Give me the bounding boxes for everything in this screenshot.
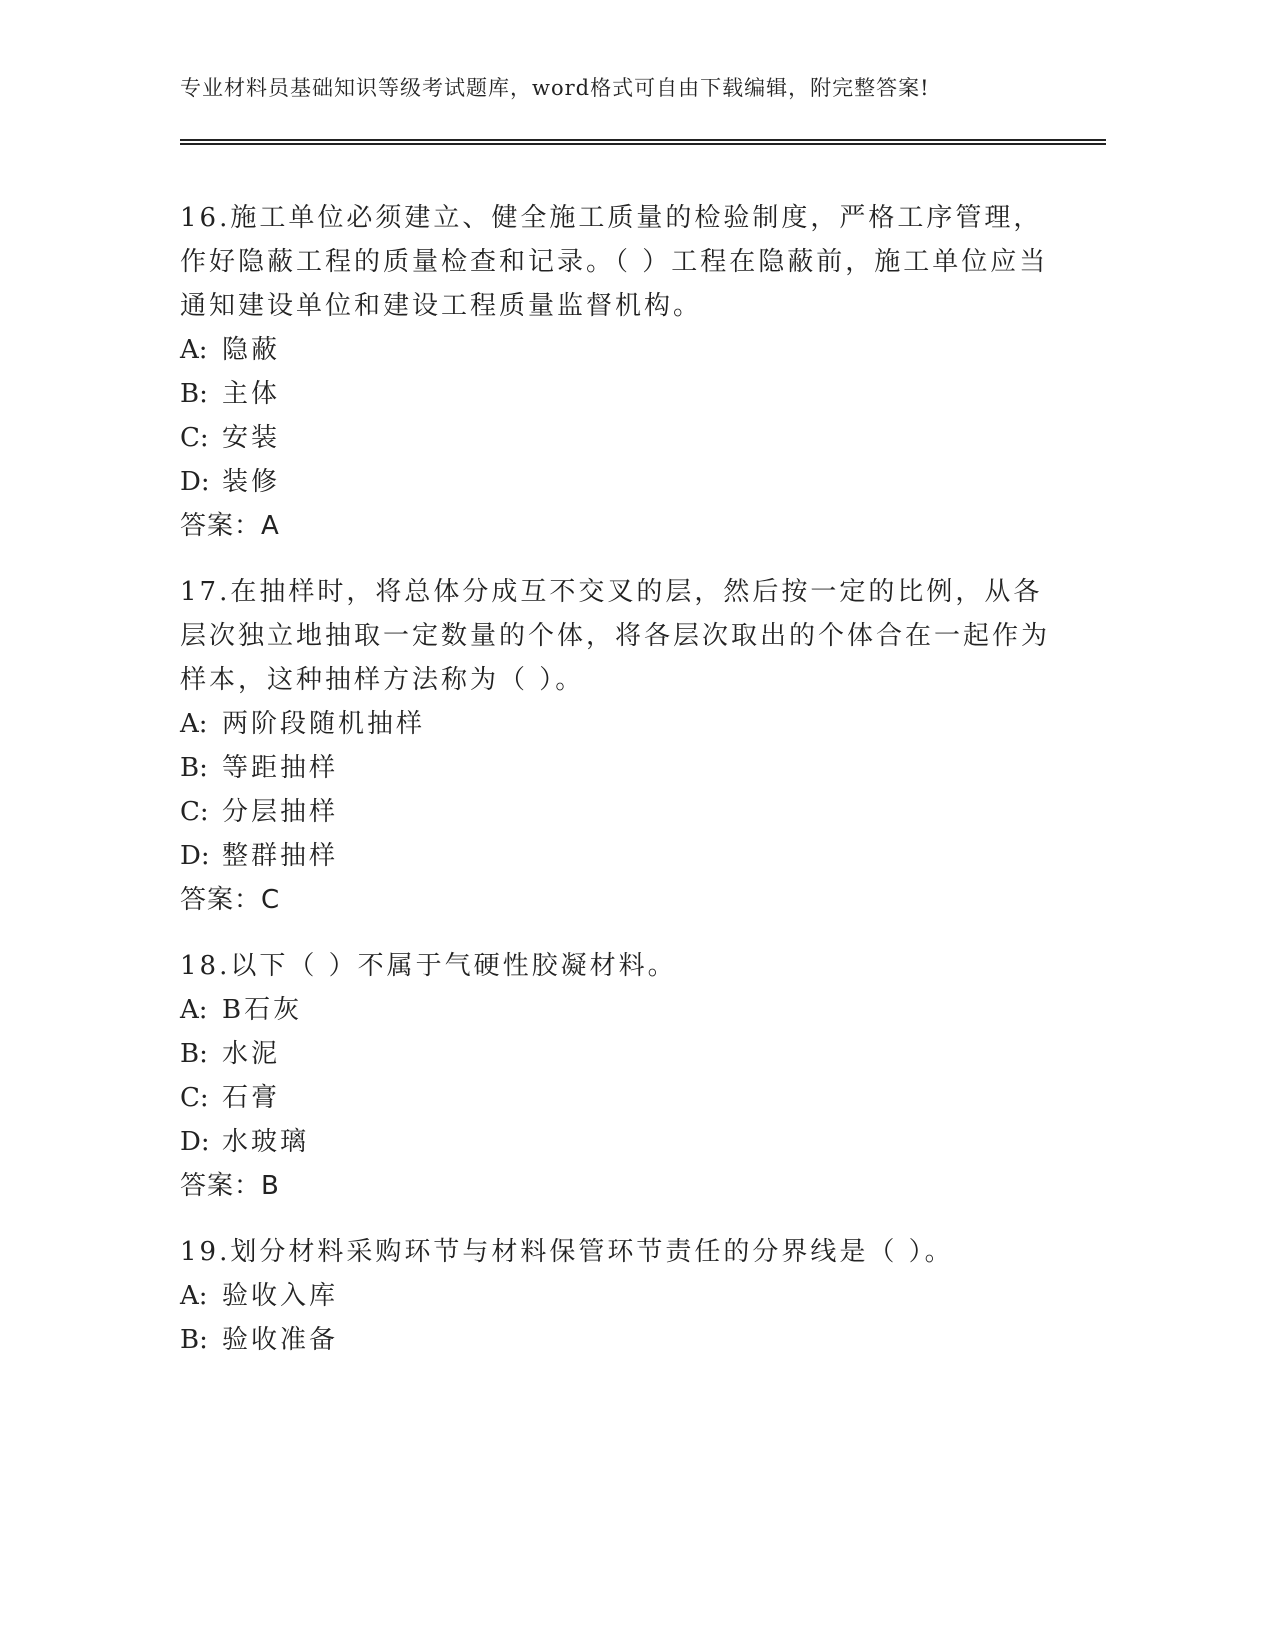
option-text: 水泥	[222, 1039, 281, 1069]
option-text: 验收入库	[222, 1281, 339, 1311]
option-text: 等距抽样	[222, 753, 339, 783]
option-letter: D:	[180, 1127, 210, 1157]
question-list	[180, 196, 1050, 1384]
option-letter: B:	[180, 1325, 208, 1355]
option-letter: D:	[180, 841, 210, 871]
option-a	[180, 988, 1050, 1032]
option-letter: A:	[180, 335, 208, 365]
option-text: 两阶段随机抽样	[222, 709, 426, 739]
option-letter: B:	[180, 379, 208, 409]
question-stem: 17.在抽样时，将总体分成互不交叉的层，然后按一定的比例，从各层次独立地抽取一定数量的个体，将各层次取出的个体合在一起作为样本，这种抽样方法称为（ ）。	[180, 577, 1051, 695]
option-a	[180, 702, 1050, 746]
option-text: 分层抽样	[222, 797, 339, 827]
option-b	[180, 1318, 1050, 1362]
option-letter: A:	[180, 1281, 208, 1311]
option-letter: B:	[180, 1039, 208, 1069]
page-header: 专业材料员基础知识等级考试题库，word格式可自由下载编辑，附完整答案!	[180, 76, 930, 100]
option-c	[180, 416, 1050, 460]
option-text: B石灰	[222, 995, 303, 1025]
question-17	[180, 570, 1050, 922]
header-rule-thick	[180, 139, 1106, 141]
option-a	[180, 328, 1050, 372]
option-text: 验收准备	[222, 1325, 339, 1355]
option-letter: A:	[180, 709, 208, 739]
answer-line: 答案：B	[180, 1171, 280, 1201]
option-d	[180, 834, 1050, 878]
option-letter: A:	[180, 995, 208, 1025]
option-b	[180, 1032, 1050, 1076]
option-text: 装修	[222, 467, 281, 497]
header-rule-thin	[180, 143, 1106, 145]
option-text: 整群抽样	[222, 841, 339, 871]
option-c	[180, 790, 1050, 834]
option-c	[180, 1076, 1050, 1120]
option-a	[180, 1274, 1050, 1318]
answer-line: 答案：A	[180, 511, 280, 541]
option-letter: C:	[180, 797, 209, 827]
answer-line: 答案：C	[180, 885, 281, 915]
option-d	[180, 1120, 1050, 1164]
option-letter: C:	[180, 1083, 209, 1113]
option-b	[180, 372, 1050, 416]
option-b	[180, 746, 1050, 790]
option-text: 主体	[222, 379, 281, 409]
option-text: 安装	[222, 423, 281, 453]
option-text: 水玻璃	[222, 1127, 310, 1157]
question-18	[180, 944, 1050, 1208]
option-letter: D:	[180, 467, 210, 497]
option-d	[180, 460, 1050, 504]
question-16	[180, 196, 1050, 548]
option-letter: C:	[180, 423, 209, 453]
option-letter: B:	[180, 753, 208, 783]
option-text: 隐蔽	[222, 335, 281, 365]
question-stem: 19.划分材料采购环节与材料保管环节责任的分界线是（ ）。	[180, 1237, 954, 1267]
question-19	[180, 1230, 1050, 1362]
question-stem: 16.施工单位必须建立、健全施工质量的检验制度，严格工序管理，作好隐蔽工程的质量检查和记录。（ ）工程在隐蔽前，施工单位应当通知建设单位和建设工程质量监督机构。	[180, 203, 1049, 321]
question-stem: 18.以下（ ）不属于气硬性胶凝材料。	[180, 951, 677, 981]
option-text: 石膏	[222, 1083, 281, 1113]
